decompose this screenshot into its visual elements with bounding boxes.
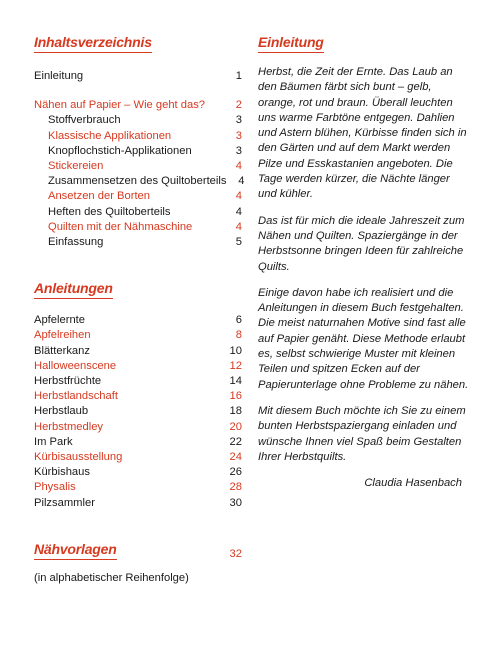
toc-entry-label: Physalis [34, 481, 76, 494]
toc-entry-page: 22 [229, 435, 242, 448]
templates-page: 32 [229, 547, 242, 560]
toc-entry-page: 26 [229, 466, 242, 479]
toc-entry-label: Im Park [34, 435, 73, 448]
toc-entry-page: 12 [229, 359, 242, 372]
toc-entry-label: Herbstfrüchte [34, 375, 102, 388]
author-signature: Claudia Hasenbach [364, 477, 462, 490]
toc-entry-page: 2 [235, 99, 242, 112]
toc-entry-label: Pilzsammler [34, 496, 95, 509]
toc-entry-page: 30 [229, 496, 242, 509]
intro-text [258, 65, 470, 465]
toc-entry-page: 4 [235, 160, 242, 173]
toc-entry-page: 16 [229, 390, 242, 403]
toc-entry-label: Ansetzen der Borten [48, 190, 150, 203]
toc-entry [34, 404, 242, 419]
intro-paragraph: Herbst, die Zeit der Ernte. Das Laub an den Bäumen färbt sich bunt – gelb, orange, rot und braun. Überall leuchten uns warme Farbtöne entgegen. Dahlien und Astern blühen, Kürbisse finden sich in den Gärten und auf dem Markt werden Pilze und Esskastanien angeboten. Die Tage werden kürzer, die Nächte länger und kühler. [258, 66, 467, 201]
toc-entry [34, 144, 242, 159]
toc-entry-label: Apfelernte [34, 314, 85, 327]
toc-entry [34, 159, 242, 174]
intro-paragraph: Das ist für mich die ideale Jahreszeit zum Nähen und Quilten. Spaziergänge in der Herbstsonne bringen Ideen für zahlreiche Quilts. [258, 214, 465, 273]
toc-entry [34, 98, 242, 113]
toc-entry-page: 4 [235, 190, 242, 203]
toc-entry-page: 14 [229, 375, 242, 388]
toc-entry-page: 5 [235, 236, 242, 249]
toc-entry [34, 129, 242, 144]
toc-entry-page: 6 [235, 314, 242, 327]
toc-list-basics [34, 98, 245, 250]
toc-entry [34, 359, 242, 374]
toc-entry [34, 69, 242, 84]
toc-entry-page: 28 [229, 481, 242, 494]
templates-row [34, 541, 242, 560]
toc-entry-label: Stoffverbrauch [48, 114, 121, 127]
toc-entry-page: 4 [235, 205, 242, 218]
toc-heading: Inhaltsverzeichnis [34, 34, 152, 53]
toc-entry [34, 465, 242, 480]
toc-entry [34, 374, 242, 389]
toc-entry-label: Einfassung [48, 236, 104, 249]
toc-entry-label: Nähen auf Papier – Wie geht das? [34, 99, 206, 112]
toc-list-intro [34, 69, 242, 84]
toc-entry-label: Herbstlaub [34, 405, 89, 418]
toc-entry-label: Herbstlandschaft [34, 390, 118, 403]
toc-entry-page: 20 [229, 420, 242, 433]
toc-entry [34, 205, 242, 220]
toc-entry-page: 8 [235, 329, 242, 342]
toc-entry-page: 3 [235, 129, 242, 142]
instructions-heading: Anleitungen [34, 280, 113, 299]
toc-entry [34, 113, 242, 128]
toc-entry [34, 328, 242, 343]
templates-heading: Nähvorlagen [34, 541, 117, 560]
toc-entry-label: Halloweenscene [34, 359, 117, 372]
toc-entry-page: 1 [235, 70, 242, 82]
toc-entry [34, 174, 245, 189]
toc-entry [34, 189, 242, 204]
toc-entry-label: Knopflochstich-Applikationen [48, 144, 192, 157]
toc-entry-page: 18 [229, 405, 242, 418]
toc-entry [34, 496, 242, 511]
intro-column [258, 34, 470, 489]
toc-entry-label: Apfelreihen [34, 329, 91, 342]
toc-entry [34, 220, 242, 235]
intro-paragraph: Mit diesem Buch möchte ich Sie zu einem bunten Herbstspaziergang einladen und wünsche Ihnen viel Spaß beim Gestalten Ihrer Herbstquilts. [258, 404, 466, 463]
toc-entry-page: 4 [238, 175, 245, 188]
toc-entry-label: Heften des Quiltoberteils [48, 205, 171, 218]
toc-entry-label: Kürbishaus [34, 466, 90, 479]
toc-entry-label: Klassische Applikationen [48, 129, 172, 142]
toc-entry [34, 420, 242, 435]
intro-heading: Einleitung [258, 34, 324, 53]
intro-paragraph: Einige davon habe ich realisiert und die Anleitungen in diesem Buch festgehalten. Die meist naturnahen Motive sind fast alle auf Papier genäht. Diese Methode erlaubt es, selbst schwierige Muster mit kleinen Teilen und spitzen Ecken auf der Papierunterlage ohne Probleme zu nähen. [258, 286, 469, 391]
toc-entry-label: Zusammensetzen des Quiltoberteils [48, 175, 227, 188]
toc-entry-label: Kürbisausstellung [34, 451, 123, 464]
toc-entry-page: 3 [235, 144, 242, 157]
toc-column [34, 34, 245, 584]
toc-entry [34, 344, 242, 359]
toc-entry [34, 389, 242, 404]
toc-entry-label: Stickereien [48, 160, 104, 173]
toc-entry [34, 235, 242, 250]
toc-entry [34, 435, 242, 450]
toc-entry-label: Quilten mit der Nähmaschine [48, 220, 193, 233]
toc-entry-page: 3 [235, 114, 242, 127]
toc-entry [34, 480, 242, 495]
templates-note: (in alphabetischer Reihenfolge) [34, 571, 189, 584]
toc-entry-label: Herbstmedley [34, 420, 104, 433]
toc-entry-label: Blätterkanz [34, 344, 90, 357]
toc-entry [34, 313, 242, 328]
toc-entry-page: 10 [229, 344, 242, 357]
toc-entry [34, 450, 242, 465]
instructions-list [34, 313, 242, 511]
toc-entry-page: 24 [229, 451, 242, 464]
toc-entry-page: 4 [235, 220, 242, 233]
toc-entry-label: Einleitung [34, 70, 84, 82]
